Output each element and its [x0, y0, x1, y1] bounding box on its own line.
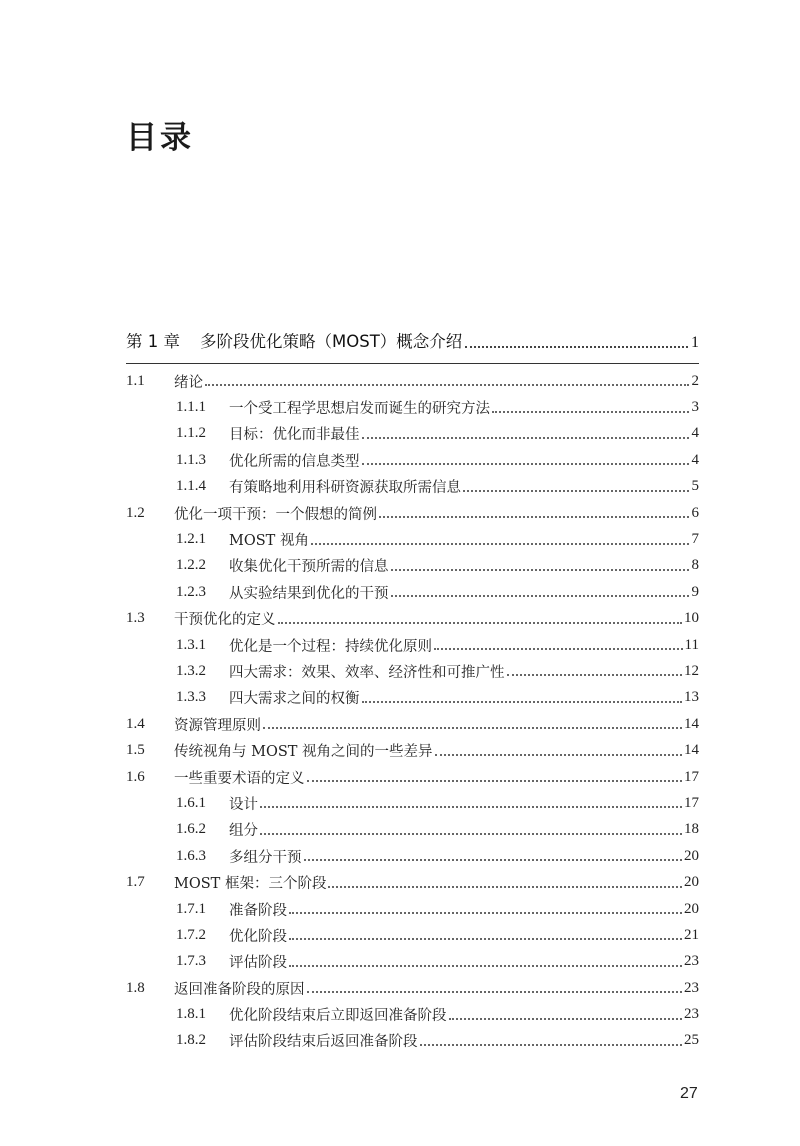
toc-entry-page: 4 — [691, 425, 699, 442]
dot-leader — [263, 727, 682, 729]
toc-entry[interactable] — [126, 764, 699, 790]
toc-entry-title: 优化一项干预：一个假想的简例 — [174, 506, 377, 523]
toc-entry-number: 1.6.3 — [176, 847, 206, 864]
toc-entry-number: 1.6 — [126, 768, 145, 785]
toc-entry[interactable] — [126, 447, 699, 473]
toc-entry-title: 评估阶段 — [229, 955, 287, 972]
toc-entry-number: 1.1.2 — [176, 425, 206, 442]
toc-entry-number: 1.7.2 — [176, 926, 206, 943]
dot-leader — [278, 622, 683, 624]
toc-entry[interactable] — [126, 790, 699, 816]
toc-entry-page: 5 — [691, 478, 699, 495]
toc-entry-page: 14 — [684, 715, 699, 732]
toc-entry[interactable] — [126, 817, 699, 843]
toc-entry-page: 13 — [684, 689, 699, 706]
dot-leader — [307, 991, 683, 993]
toc-entry-number: 1.3.2 — [176, 662, 206, 679]
chapter-page: 1 — [691, 334, 699, 351]
dot-leader — [311, 543, 689, 545]
toc-entry-title: 返回准备阶段的原因 — [174, 981, 305, 998]
toc-entry-title: 优化阶段结束后立即返回准备阶段 — [229, 1008, 447, 1025]
toc-entry-number: 1.7.3 — [176, 953, 206, 970]
dot-leader — [362, 463, 690, 465]
toc-entry-page: 20 — [684, 874, 699, 891]
dot-leader — [362, 701, 683, 703]
toc-entry[interactable] — [126, 500, 699, 526]
toc-entry-page: 17 — [684, 768, 699, 785]
dot-leader — [307, 780, 683, 782]
toc-entry-page: 18 — [684, 821, 699, 838]
dot-leader — [289, 965, 682, 967]
toc-entry-title: 有策略地利用科研资源获取所需信息 — [229, 480, 461, 497]
toc-entry[interactable] — [126, 949, 699, 975]
toc-entry[interactable] — [126, 421, 699, 447]
dot-leader — [435, 754, 682, 756]
toc-entry-number: 1.7.1 — [176, 900, 206, 917]
toc-entry-number: 1.6.2 — [176, 821, 206, 838]
toc-entry-page: 23 — [684, 979, 699, 996]
toc-entry-title: MOST 框架：三个阶段 — [174, 876, 327, 893]
dot-leader — [289, 912, 682, 914]
toc-entry-title: 设计 — [229, 796, 258, 813]
toc-entry-number: 1.3.1 — [176, 636, 206, 653]
chapter-heading — [126, 328, 699, 352]
toc-entry-page: 9 — [691, 583, 699, 600]
toc-entry-page: 17 — [684, 794, 699, 811]
dot-leader — [465, 346, 688, 348]
toc-entry-title: 收集优化干预所需的信息 — [229, 559, 389, 576]
toc-entry-page: 14 — [684, 742, 699, 759]
chapter-number: 第 1 章 — [126, 332, 180, 351]
toc-entry[interactable] — [126, 394, 699, 420]
toc-entry-number: 1.7 — [126, 874, 145, 891]
toc-entry-number: 1.2.2 — [176, 557, 206, 574]
toc-entry-title: 优化是一个过程：持续优化原则 — [229, 638, 432, 655]
toc-entry-title: 从实验结果到优化的干预 — [229, 585, 389, 602]
toc-entry-title: 组分 — [229, 823, 258, 840]
toc-entry-page: 11 — [684, 636, 699, 653]
toc-entry-number: 1.1 — [126, 372, 145, 389]
toc-entry-number: 1.8.2 — [176, 1032, 206, 1049]
toc-entry-title: 优化所需的信息类型 — [229, 453, 360, 470]
toc-entry-title: 优化阶段 — [229, 928, 287, 945]
dot-leader — [391, 569, 690, 571]
toc-entry-page: 20 — [684, 900, 699, 917]
dot-leader — [328, 886, 682, 888]
toc-entry-title: 目标：优化而非最佳 — [229, 427, 360, 444]
toc-entry-number: 1.8 — [126, 979, 145, 996]
toc-entry-page: 3 — [691, 399, 699, 416]
toc-entry-page: 25 — [684, 1032, 699, 1049]
toc-entry-title: 一些重要术语的定义 — [174, 770, 305, 787]
dot-leader — [391, 595, 690, 597]
toc-entry-number: 1.3 — [126, 610, 145, 627]
toc-entry-number: 1.1.3 — [176, 451, 206, 468]
toc-entry-title: 多组分干预 — [229, 849, 302, 866]
toc-entry-title: 资源管理原则 — [174, 717, 261, 734]
toc-entry-number: 1.1.1 — [176, 399, 206, 416]
dot-leader — [362, 437, 690, 439]
toc-entry[interactable] — [126, 922, 699, 948]
dot-leader — [434, 648, 683, 650]
toc-entry-title: MOST 视角 — [229, 533, 309, 550]
toc-entry-page: 20 — [684, 847, 699, 864]
toc-entry-page: 10 — [684, 610, 699, 627]
toc-entry[interactable] — [126, 632, 699, 658]
page-title: 目录 — [126, 120, 194, 156]
toc-entry[interactable] — [126, 843, 699, 869]
toc-entry[interactable] — [126, 474, 699, 500]
toc-entry-number: 1.2 — [126, 504, 145, 521]
toc-entry[interactable] — [126, 1001, 699, 1027]
toc-entry-page: 6 — [691, 504, 699, 521]
toc-entry[interactable] — [126, 553, 699, 579]
toc-entry-number: 1.2.1 — [176, 531, 206, 548]
dot-leader — [463, 490, 689, 492]
toc-entry-title: 干预优化的定义 — [174, 612, 276, 629]
toc-entry-page: 4 — [691, 451, 699, 468]
toc-entry[interactable] — [126, 737, 699, 763]
toc-entry-number: 1.1.4 — [176, 478, 206, 495]
toc-entry[interactable] — [126, 685, 699, 711]
toc-entry-title: 四大需求之间的权衡 — [229, 691, 360, 708]
dot-leader — [304, 859, 683, 861]
toc-entry[interactable] — [126, 606, 699, 632]
toc-entry[interactable] — [126, 526, 699, 552]
toc-entry-page: 8 — [691, 557, 699, 574]
chapter-title: 多阶段优化策略（MOST）概念介绍 — [200, 332, 463, 351]
toc-list — [126, 368, 699, 1054]
dot-leader — [449, 1018, 683, 1020]
toc-entry-title: 四大需求：效果、效率、经济性和可推广性 — [229, 664, 505, 681]
dot-leader — [260, 833, 682, 835]
dot-leader — [507, 674, 683, 676]
page-number: 27 — [680, 1085, 698, 1102]
toc-entry[interactable] — [126, 1028, 699, 1054]
toc-entry[interactable] — [126, 711, 699, 737]
toc-entry-page: 23 — [684, 953, 699, 970]
toc-entry-page: 12 — [684, 662, 699, 679]
dot-leader — [379, 516, 689, 518]
toc-entry-number: 1.8.1 — [176, 1006, 206, 1023]
toc-entry-number: 1.6.1 — [176, 794, 206, 811]
dot-leader — [289, 938, 682, 940]
divider — [126, 363, 699, 364]
dot-leader — [205, 384, 689, 386]
toc-entry-number: 1.2.3 — [176, 583, 206, 600]
toc-entry-title: 评估阶段结束后返回准备阶段 — [229, 1034, 418, 1051]
toc-entry[interactable] — [126, 975, 699, 1001]
toc-entry-page: 7 — [691, 531, 699, 548]
toc-entry[interactable] — [126, 869, 699, 895]
toc-entry[interactable] — [126, 579, 699, 605]
toc-entry-title: 准备阶段 — [229, 902, 287, 919]
toc-entry-page: 23 — [684, 1006, 699, 1023]
dot-leader — [260, 806, 682, 808]
toc-entry-number: 1.3.3 — [176, 689, 206, 706]
toc-entry-title: 传统视角与 MOST 视角之间的一些差异 — [174, 744, 433, 761]
toc-entry-title: 一个受工程学思想启发而诞生的研究方法 — [229, 401, 490, 418]
toc-entry-page: 2 — [691, 372, 699, 389]
toc-entry[interactable] — [126, 658, 699, 684]
dot-leader — [420, 1044, 683, 1046]
toc-entry-page: 21 — [684, 926, 699, 943]
toc-entry-number: 1.5 — [126, 742, 145, 759]
toc-entry-number: 1.4 — [126, 715, 145, 732]
toc-entry-title: 绪论 — [174, 374, 203, 391]
dot-leader — [492, 411, 689, 413]
toc-entry[interactable] — [126, 368, 699, 394]
toc-entry[interactable] — [126, 896, 699, 922]
